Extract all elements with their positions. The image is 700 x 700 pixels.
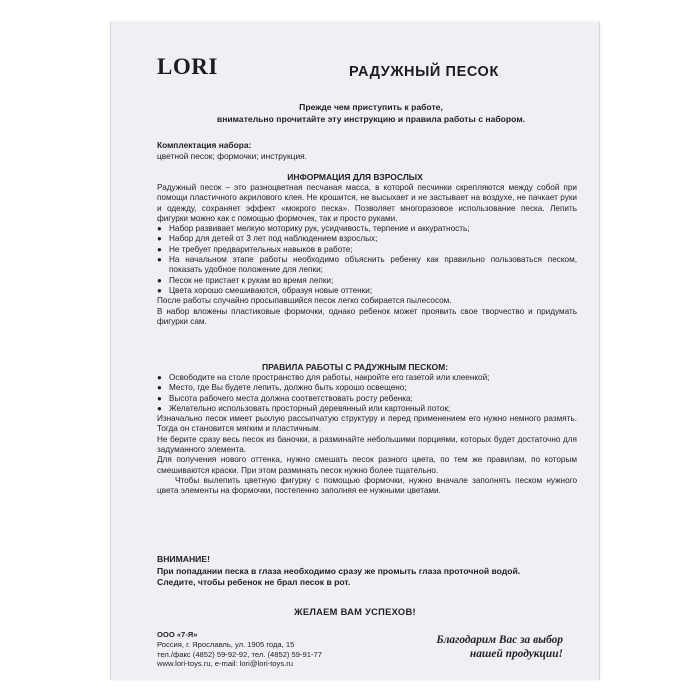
company-address: Россия, г. Ярославль, ул. 1905 года, 15 — [157, 639, 295, 649]
warning-line: При попадании песка в глаза необходимо сразу же промыть глаза проточной водой. — [157, 566, 521, 576]
adults-section — [157, 183, 577, 327]
warning-line: Следите, чтобы ребенок не брал песок в рот. — [157, 577, 351, 587]
rules-paragraph: Для получения нового оттенка, нужно смешать песок разного цвета, по тем же правилам, по которым смешиваются краски. При этом разминать песок нужно более тщательно. — [157, 455, 577, 475]
adults-intro: Радужный песок – это разноцветная песчаная масса, в которой песчинки скрепляются между собой при помощи пластичного акрилового клея. Не крошится, не высыхает и не застывает на воздухе, не пачкает руки и одежду, сохраняет эффект «мокрого песка». Позволяет многоразовое использование песка. Лепить фигурки можно как с помощью формочек, так и просто руками. — [157, 183, 577, 223]
preface-line: Прежде чем приступить к работе, — [299, 102, 443, 112]
rules-paragraph: Чтобы вылепить цветную фигурку с помощью формочки, нужно вначале заполнять песком нужного цвета элементы на формочки, постепенно заполняя ее нужными цветами. — [157, 475, 577, 496]
bullet-icon: ● — [157, 383, 162, 393]
bullet-icon: ● — [157, 244, 162, 254]
brand-logo: LORI — [157, 54, 218, 79]
list-item: ● Набор развивает мелкую моторику рук, усидчивость, терпение и аккуратность; — [157, 224, 470, 234]
document-title: РАДУЖНЫЙ ПЕСОК — [349, 64, 499, 80]
rules-paragraph: Не берите сразу весь песок из баночки, а разминайте небольшими порциями, которых будет достаточно для задуманного элемента. — [157, 434, 577, 455]
preface — [191, 102, 551, 125]
thanks-line: нашей продукции! — [469, 647, 563, 660]
bullet-icon: ● — [157, 255, 162, 265]
thanks-line: Благодарим Вас за выбор — [436, 634, 563, 646]
bullet-icon: ● — [157, 285, 162, 295]
instruction-sheet — [110, 22, 600, 680]
company-phones: тел./факс (4852) 59-92-92, тел. (4852) 59-91-77 — [157, 649, 322, 659]
adults-after: В набор вложены пластиковые формочки, однако ребенок может проявить свое творчество и придумать фигурки сам. — [157, 306, 577, 326]
bullet-icon: ● — [157, 275, 162, 285]
bullet-icon: ● — [157, 373, 162, 382]
list-item: ● Место, где Вы будете лепить, должно быть хорошо освещено; — [157, 383, 407, 393]
list-item: ● Не требует предварительных навыков в работе; — [157, 244, 353, 254]
list-item: ● Песок не пристает к рукам во время лепки; — [157, 275, 334, 285]
rules-paragraph: Изначально песок имеет рыхлую рассыпчатую структуру и перед применением его нужно немного размять. Тогда он становится мягким и пластичным. — [157, 414, 577, 434]
list-item: ● На начальном этапе работы необходимо объяснить ребенку как правильно пользоваться песком, показать удобное положение для лепки; — [157, 255, 577, 275]
warning-heading: ВНИМАНИЕ! — [157, 554, 210, 564]
rules-section — [157, 373, 577, 497]
adults-after: После работы случайно просыпавшийся песок легко собирается пылесосом. — [157, 296, 452, 306]
closing-wish: ЖЕЛАЕМ ВАМ УСПЕХОВ! — [294, 607, 416, 617]
company-name: ООО «7-Я» — [157, 630, 198, 639]
bullet-icon: ● — [157, 403, 162, 413]
company-contacts — [157, 630, 377, 669]
list-item: ● Освободите на столе пространство для работы, накройте его газетой или клеенкой; — [157, 373, 490, 382]
list-item: ● Цвета хорошо смешиваются, образуя новые оттенки; — [157, 285, 373, 295]
rules-section-heading: ПРАВИЛА РАБОТЫ С РАДУЖНЫМ ПЕСКОМ: — [261, 362, 449, 372]
bullet-icon: ● — [157, 234, 162, 244]
list-item: ● Желательно использовать просторный деревянный или картонный поток; — [157, 403, 451, 413]
preface-line: внимательно прочитайте эту инструкцию и правила работы с набором. — [216, 113, 526, 124]
list-item: ● Высота рабочего места должна соответствовать росту ребенка; — [157, 393, 413, 403]
bullet-icon: ● — [157, 224, 162, 234]
kit-contents: цветной песок; формочки; инструкция. — [157, 151, 307, 161]
thanks-note — [373, 634, 563, 661]
kit-heading: Комплектация набора: — [157, 140, 252, 150]
bullet-icon: ● — [157, 393, 162, 403]
list-item: ● Набор для детей от 3 лет под наблюдением взрослых; — [157, 234, 378, 244]
warning-body — [157, 566, 567, 588]
company-web: www.lori-toys.ru, e-mail: lori@lori-toys.ru — [157, 659, 293, 669]
adults-section-heading: ИНФОРМАЦИЯ ДЛЯ ВЗРОСЛЫХ — [287, 172, 423, 182]
